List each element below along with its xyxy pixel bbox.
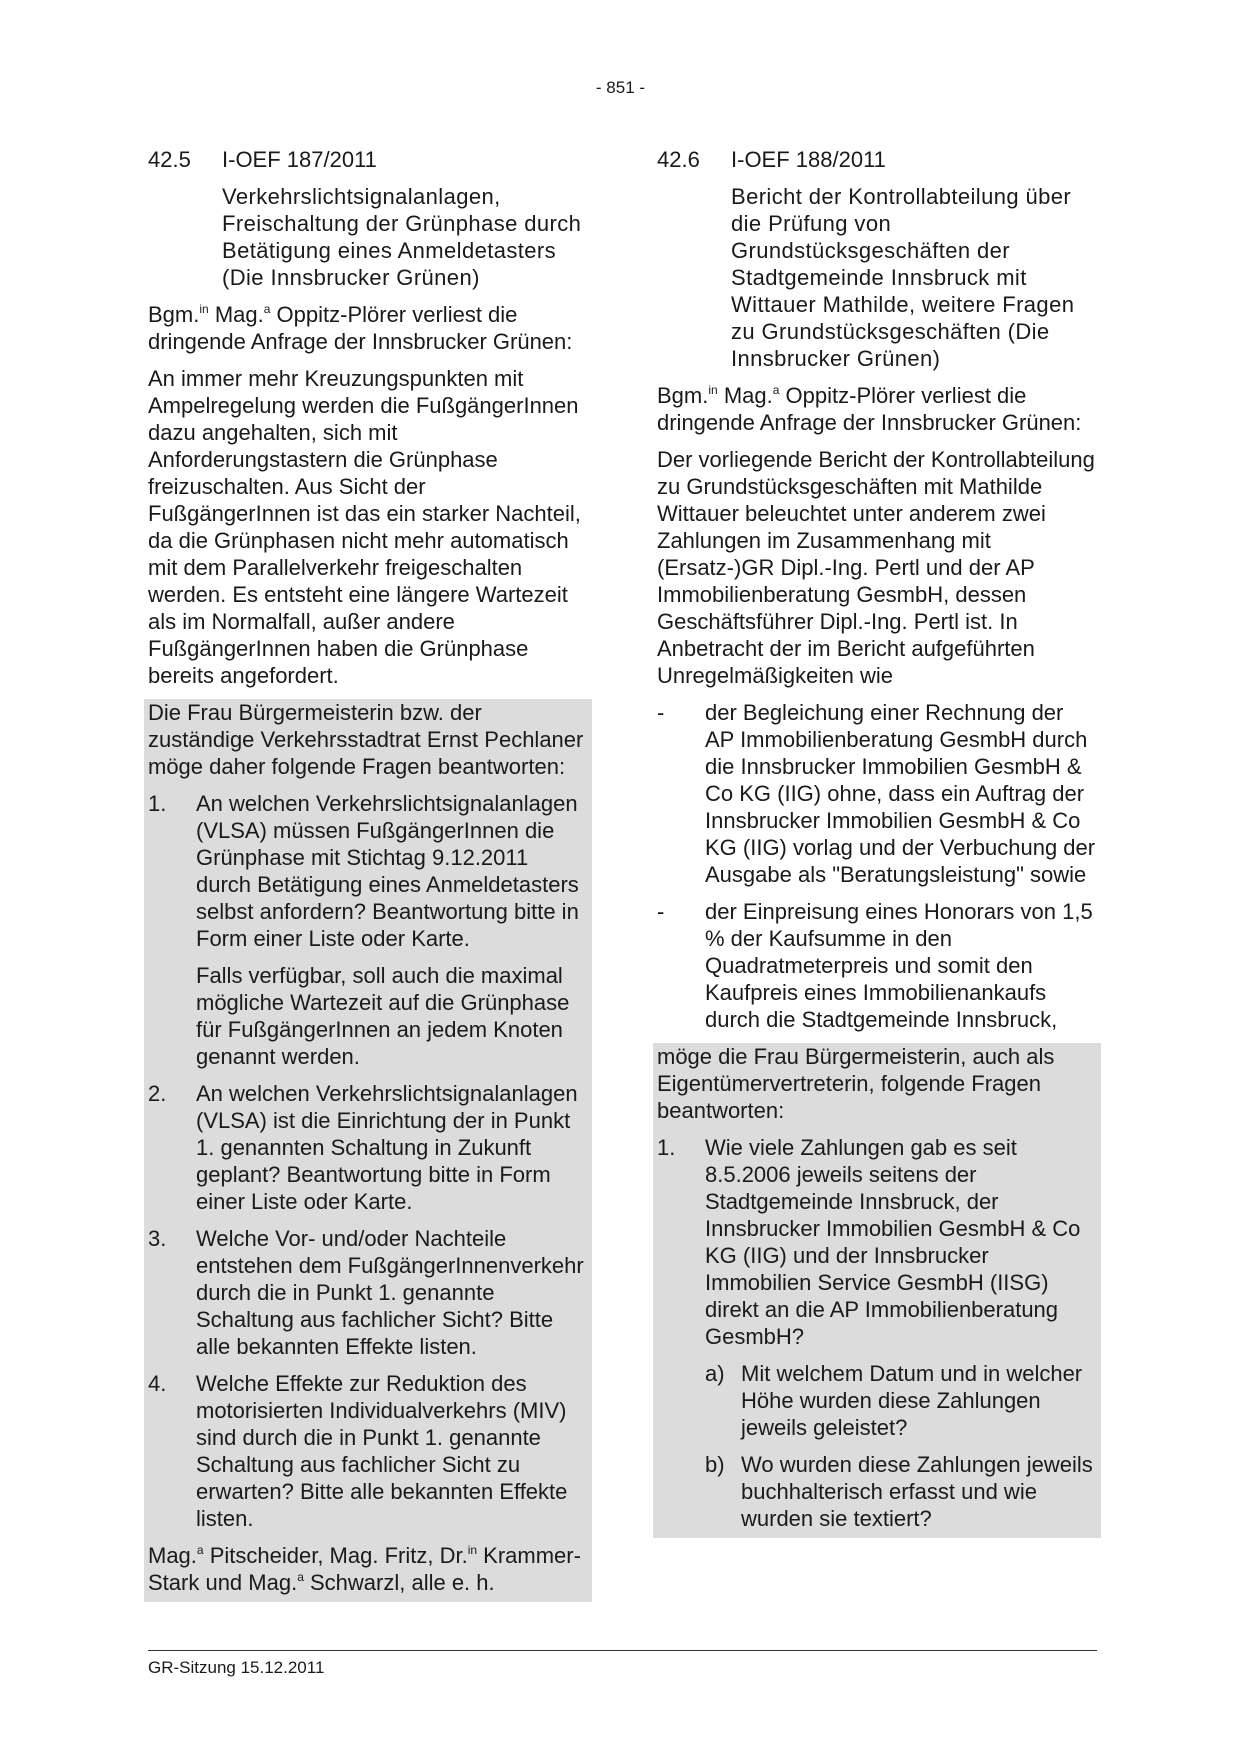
question-item: [148, 1080, 588, 1215]
question-item: [148, 1370, 588, 1532]
inquiry-body: Der vorliegende Bericht der Kontrollabteilung zu Grundstücksgeschäften mit Mathilde Wittauer beleuchtet unter anderem zwei Zahlungen im Zusammenhang mit (Ersatz-)GR Dipl.-Ing. Pertl und der AP Immobilienberatung GesmbH, dessen Geschäftsführer Dipl.-Ing. Pertl ist. In Anbetracht der im Bericht aufgeführten Unregelmäßigkeiten wie: [657, 447, 1095, 688]
agenda-number: 42.5: [148, 147, 191, 172]
dash-mark: -: [657, 899, 665, 924]
agenda-code: I-OEF 188/2011: [731, 147, 886, 172]
dash-mark: -: [657, 700, 665, 725]
inquiry-body: An immer mehr Kreuzungspunkten mit Ampelregelung werden die FußgängerInnen dazu angehalten, sich mit Anforderungstastern die Grünphase freizuschalten. Aus Sicht der FußgängerInnen ist das ein starker Nachteil, da die Grünphasen nicht mehr automatisch mit dem Parallelverkehr freigeschalten werden. Es entsteht eine längere Wartezeit als im Normalfall, außer andere FußgängerInnen haben die Grünphase bereits angefordert.: [148, 366, 581, 688]
dash-item: [657, 898, 1097, 1033]
question-item: [148, 790, 588, 1070]
question-list: [148, 790, 588, 1532]
question-text: Welche Effekte zur Reduktion des motorisierten Individualverkehrs (MIV) sind durch die in Punkt 1. genannte Schaltung aus fachlicher Sicht zu erwarten? Bitte alle bekannten Effekte listen.: [196, 1371, 568, 1531]
question-text: An welchen Verkehrslichtsignalanlagen (VLSA) ist die Einrichtung der in Punkt 1. genannten Schaltung in Zukunft geplant? Beantwortung bitte in Form einer Liste oder Karte.: [196, 1081, 578, 1214]
footer-divider: [148, 1650, 1097, 1651]
reader-note: Bgm.$^{in}$ Mag.$^a$ Oppitz-Plörer verliest die dringende Anfrage der Innsbrucker Grünen:: [148, 302, 573, 354]
questions-block: [144, 699, 592, 1602]
agenda-subject: Verkehrslichtsignalanlagen, Freischaltung der Grünphase durch Betätigung eines Anmeldetasters (Die Innsbrucker Grünen): [222, 184, 582, 290]
subquestion-item: [705, 1451, 1097, 1532]
dash-text: der Begleichung einer Rechnung der AP Immobilienberatung GesmbH durch die Innsbrucker Immobilien GesmbH & Co KG (IIG) ohne, dass ein Auftrag der Innsbrucker Immobilien GesmbH & Co KG (IIG) vorlag und der Verbuchung der Ausgabe als "Beratungsleistung" sowie: [705, 700, 1096, 887]
dash-list: [657, 699, 1097, 1033]
agenda-code: I-OEF 187/2011: [222, 147, 377, 172]
agenda-heading: [657, 146, 1097, 173]
question-item: [148, 1225, 588, 1360]
footer-text: GR-Sitzung 15.12.2011: [148, 1658, 325, 1677]
question-text: An welchen Verkehrslichtsignalanlagen (VLSA) müssen FußgängerInnen die Grünphase mit Stichtag 9.12.2011 durch Betätigung eines Anmeldetasters selbst anfordern? Beantwortung bitte in Form einer Liste oder Karte.: [196, 791, 579, 951]
agenda-heading: [148, 146, 588, 173]
subquestion-text: Wo wurden diese Zahlungen jeweils buchhalterisch erfasst und wie wurden sie textiert?: [741, 1452, 1093, 1531]
question-number: 1.: [148, 791, 167, 816]
signatories: Mag.$^a$ Pitscheider, Mag. Fritz, Dr.$^{in}$ Krammer-Stark und Mag.$^a$ Schwarzl, alle e. h.: [148, 1543, 581, 1595]
reader-note: Bgm.$^{in}$ Mag.$^a$ Oppitz-Plörer verliest die dringende Anfrage der Innsbrucker Grünen:: [657, 383, 1082, 435]
question-text: Wie viele Zahlungen gab es seit 8.5.2006 jeweils seitens der Stadtgemeinde Innsbruck, der Innsbrucker Immobilien GesmbH & Co KG (IIG) und der Innsbrucker Immobilien Service GesmbH (IISG) direkt an die AP Immobilienberatung GesmbH?: [705, 1135, 1081, 1349]
subquestion-text: Mit welchem Datum und in welcher Höhe wurden diese Zahlungen jeweils geleistet?: [741, 1361, 1083, 1440]
subquestion-mark: a): [705, 1361, 725, 1386]
request-sentence: Die Frau Bürgermeisterin bzw. der zuständige Verkehrsstadtrat Ernst Pechlaner möge daher folgende Fragen beantworten:: [148, 700, 584, 779]
subquestion-mark: b): [705, 1452, 725, 1477]
question-list: [657, 1134, 1097, 1350]
question-extra: Falls verfügbar, soll auch die maximal mögliche Wartezeit auf die Grünphase für FußgängerInnen an jedem Knoten genannt werden.: [196, 963, 570, 1069]
right-column: [657, 146, 1097, 1538]
question-number: 1.: [657, 1135, 676, 1160]
agenda-subject: Bericht der Kontrollabteilung über die Prüfung von Grundstücksgeschäften der Stadtgemeinde Innsbruck mit Wittauer Mathilde, weitere Fragen zu Grundstücksgeschäften (Die Innsbrucker Grünen): [731, 184, 1075, 371]
page-number: - 851 -: [595, 78, 646, 97]
question-number: 4.: [148, 1371, 167, 1396]
question-item: [657, 1134, 1097, 1350]
dash-text: der Einpreisung eines Honorars von 1,5 % der Kaufsumme in den Quadratmeterpreis und somit den Kaufpreis eines Immobilienankaufs durch die Stadtgemeinde Innsbruck,: [705, 899, 1093, 1032]
question-number: 3.: [148, 1226, 167, 1251]
question-text: Welche Vor- und/oder Nachteile entstehen dem FußgängerInnenverkehr durch die in Punkt 1. genannte Schaltung aus fachlicher Sicht? Bitte alle bekannten Effekte listen.: [196, 1226, 584, 1359]
question-number: 2.: [148, 1081, 167, 1106]
subquestion-item: [705, 1360, 1097, 1441]
left-column: [148, 146, 588, 1602]
agenda-number: 42.6: [657, 147, 700, 172]
request-sentence: möge die Frau Bürgermeisterin, auch als Eigentümervertreterin, folgende Fragen beantworten:: [657, 1044, 1055, 1123]
subquestion-list: [657, 1360, 1097, 1532]
questions-block: [653, 1043, 1101, 1538]
dash-item: [657, 699, 1097, 888]
